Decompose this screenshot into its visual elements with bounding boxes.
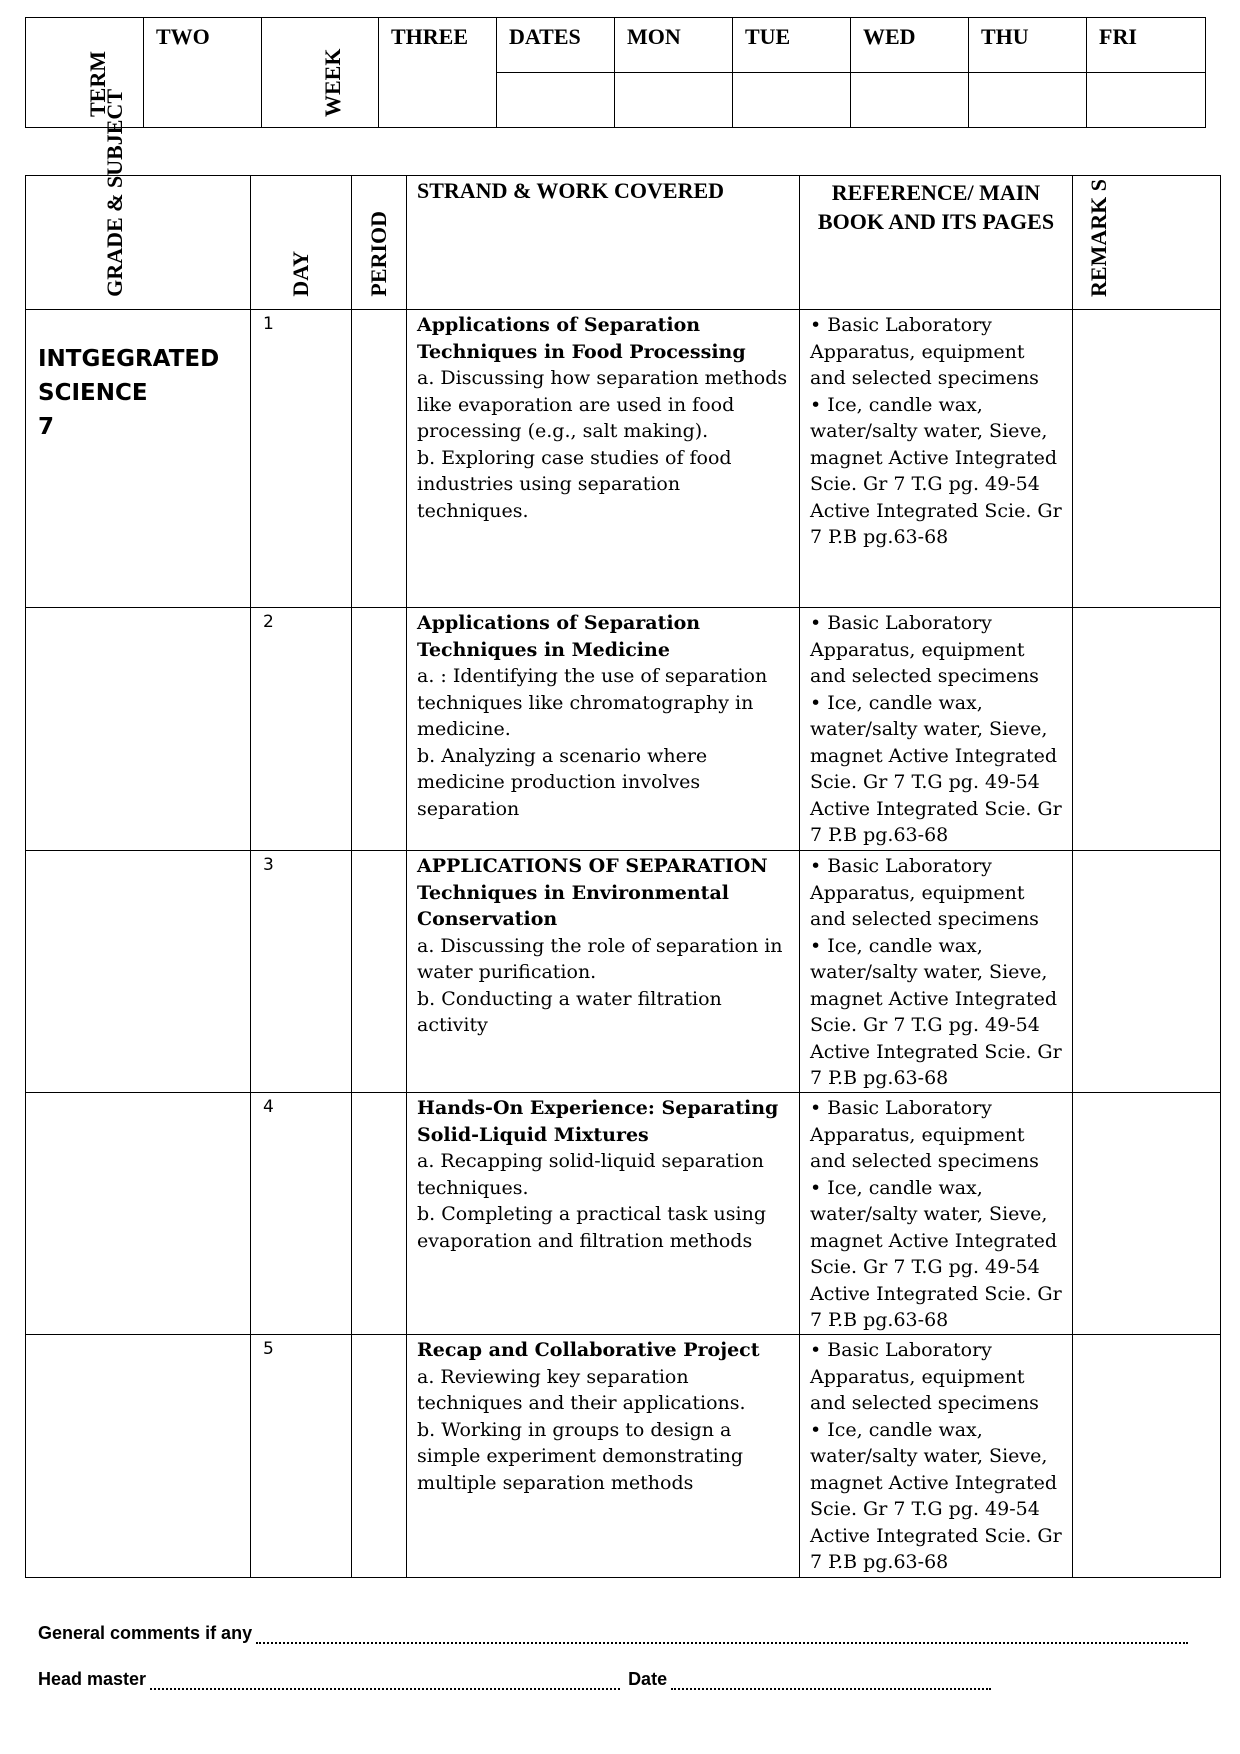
table-header-row: [26, 176, 1221, 310]
period-cell[interactable]: [352, 851, 407, 1093]
reference-cell: [800, 608, 1073, 851]
dates-empty-cell[interactable]: [497, 73, 615, 128]
term-value: TWO: [144, 18, 262, 128]
general-comments-field[interactable]: [256, 1624, 1188, 1644]
headmaster-field[interactable]: [150, 1670, 620, 1690]
period-cell[interactable]: [352, 1335, 407, 1578]
day-number: 2: [251, 608, 352, 851]
strand-title: Applications of Separation Techniques in Food Processing: [417, 314, 746, 363]
strand-title: Hands-On Experience: Separating Solid-Liquid Mixtures: [417, 1097, 779, 1146]
tue-date-cell[interactable]: [733, 73, 851, 128]
reference-item-1: • Basic Laboratory Apparatus, equipment and selected specimens: [810, 612, 1039, 687]
day-fri: FRI: [1087, 18, 1206, 73]
reference-item-2: • Ice, candle wax, water/salty water, Sieve, magnet Active Integrated Scie. Gr 7 T.G pg. 49-54 Active Integrated Scie. Gr 7 P.B pg.63-68: [810, 1176, 1062, 1331]
remarks-cell[interactable]: [1073, 1335, 1221, 1578]
subject-line-3: 7: [38, 414, 55, 440]
strand-cell: [407, 1093, 800, 1335]
strand-item-b: b. Exploring case studies of food industries using separation techniques.: [417, 446, 732, 522]
header-strand: STRAND & WORK COVERED: [407, 176, 800, 310]
strand-item-b: b. Analyzing a scenario where medicine production involves separation: [417, 744, 708, 820]
strand-title: APPLICATIONS OF SEPARATION Techniques in Environmental Conservation: [417, 855, 768, 930]
date-label: Date: [628, 1669, 668, 1689]
fri-date-cell[interactable]: [1087, 73, 1206, 128]
reference-item-2: • Ice, candle wax, water/salty water, Sieve, magnet Active Integrated Scie. Gr 7 T.G pg. 49-54 Active Integrated Scie. Gr 7 P.B pg.63-68: [810, 691, 1062, 846]
table-row: [26, 1093, 1221, 1335]
general-comments-line: [38, 1610, 1198, 1644]
strand-cell: [407, 851, 800, 1093]
table-row: [26, 608, 1221, 851]
day-number: 3: [251, 851, 352, 1093]
header-day: DAY: [251, 176, 352, 310]
table-row: [26, 310, 1221, 608]
period-cell[interactable]: [352, 1093, 407, 1335]
reference-cell: [800, 1093, 1073, 1335]
strand-cell: [407, 608, 800, 851]
lesson-plan-table: [25, 89, 1221, 1578]
thu-date-cell[interactable]: [969, 73, 1087, 128]
reference-item-1: • Basic Laboratory Apparatus, equipment and selected specimens: [810, 1097, 1039, 1172]
remarks-cell[interactable]: [1073, 608, 1221, 851]
strand-item-b: b. Conducting a water filtration activity: [417, 987, 722, 1036]
subject-cell-empty: [26, 1335, 251, 1578]
table-row: [26, 851, 1221, 1093]
day-number: 1: [251, 310, 352, 608]
strand-title: Recap and Collaborative Project: [417, 1339, 760, 1361]
reference-cell: [800, 851, 1073, 1093]
week-label-cell: [262, 18, 379, 128]
remarks-cell[interactable]: [1073, 851, 1221, 1093]
strand-item-a: a. : Identifying the use of separation techniques like chromatography in medicine.: [417, 665, 768, 740]
day-thu: THU: [969, 18, 1087, 73]
reference-item-2: • Ice, candle wax, water/salty water, Sieve, magnet Active Integrated Scie. Gr 7 T.G pg. 49-54 Active Integrated Scie. Gr 7 P.B pg.63-68: [810, 1418, 1062, 1573]
dates-label: DATES: [497, 18, 615, 73]
day-mon: MON: [615, 18, 733, 73]
wed-date-cell[interactable]: [851, 73, 969, 128]
remarks-cell[interactable]: [1073, 1093, 1221, 1335]
week-value: THREE: [379, 18, 497, 128]
term-label: TERM: [84, 51, 110, 117]
reference-cell: [800, 310, 1073, 608]
strand-title: Applications of Separation Techniques in Medicine: [417, 612, 701, 661]
reference-item-1: • Basic Laboratory Apparatus, equipment and selected specimens: [810, 1339, 1039, 1414]
table-row: [26, 1335, 1221, 1578]
day-number: 4: [251, 1093, 352, 1335]
reference-item-1: • Basic Laboratory Apparatus, equipment and selected specimens: [810, 314, 1039, 389]
strand-item-a: a. Discussing how separation methods like evaporation are used in food processing (e.g., salt making).: [417, 367, 788, 442]
strand-cell: [407, 310, 800, 608]
subject-cell-empty: [26, 1093, 251, 1335]
day-tue: TUE: [733, 18, 851, 73]
subject-cell-empty: [26, 851, 251, 1093]
strand-cell: [407, 1335, 800, 1578]
general-comments-label: General comments if any: [38, 1623, 253, 1643]
strand-item-a: a. Discussing the role of separation in water purification.: [417, 934, 783, 983]
week-label: WEEK: [320, 48, 345, 117]
signature-line: [38, 1656, 1198, 1690]
reference-cell: [800, 1335, 1073, 1578]
strand-item-a: a. Recapping solid-liquid separation techniques.: [417, 1150, 764, 1199]
header-grade-subject: GRADE & SUBJECT: [26, 176, 251, 310]
reference-item-2: • Ice, candle wax, water/salty water, Sieve, magnet Active Integrated Scie. Gr 7 T.G pg. 49-54 Active Integrated Scie. Gr 7 P.B pg.63-68: [810, 934, 1062, 1089]
period-cell[interactable]: [352, 608, 407, 851]
reference-item-2: • Ice, candle wax, water/salty water, Sieve, magnet Active Integrated Scie. Gr 7 T.G pg. 49-54 Active Integrated Scie. Gr 7 P.B pg.63-68: [810, 393, 1062, 548]
subject-cell: [26, 310, 251, 608]
date-field[interactable]: [671, 1670, 991, 1690]
strand-item-b: b. Working in groups to design a simple experiment demonstrating multiple separation methods: [417, 1418, 744, 1494]
header-remarks: REMARK S: [1073, 176, 1221, 310]
mon-date-cell[interactable]: [615, 73, 733, 128]
remarks-cell[interactable]: [1073, 310, 1221, 608]
subject-cell-empty: [26, 608, 251, 851]
subject-line-1: INTGEGRATED: [38, 346, 220, 372]
reference-item-1: • Basic Laboratory Apparatus, equipment and selected specimens: [810, 855, 1039, 930]
header-period: PERIOD: [352, 176, 407, 310]
period-cell[interactable]: [352, 310, 407, 608]
headmaster-label: Head master: [38, 1669, 147, 1689]
footer: [38, 1610, 1198, 1702]
subject-line-2: SCIENCE: [38, 380, 148, 406]
header-reference: REFERENCE/ MAIN BOOK AND ITS PAGES: [800, 176, 1073, 310]
strand-item-a: a. Reviewing key separation techniques and their applications.: [417, 1365, 746, 1414]
strand-item-b: b. Completing a practical task using evaporation and filtration methods: [417, 1203, 766, 1252]
day-wed: WED: [851, 18, 969, 73]
day-number: 5: [251, 1335, 352, 1578]
